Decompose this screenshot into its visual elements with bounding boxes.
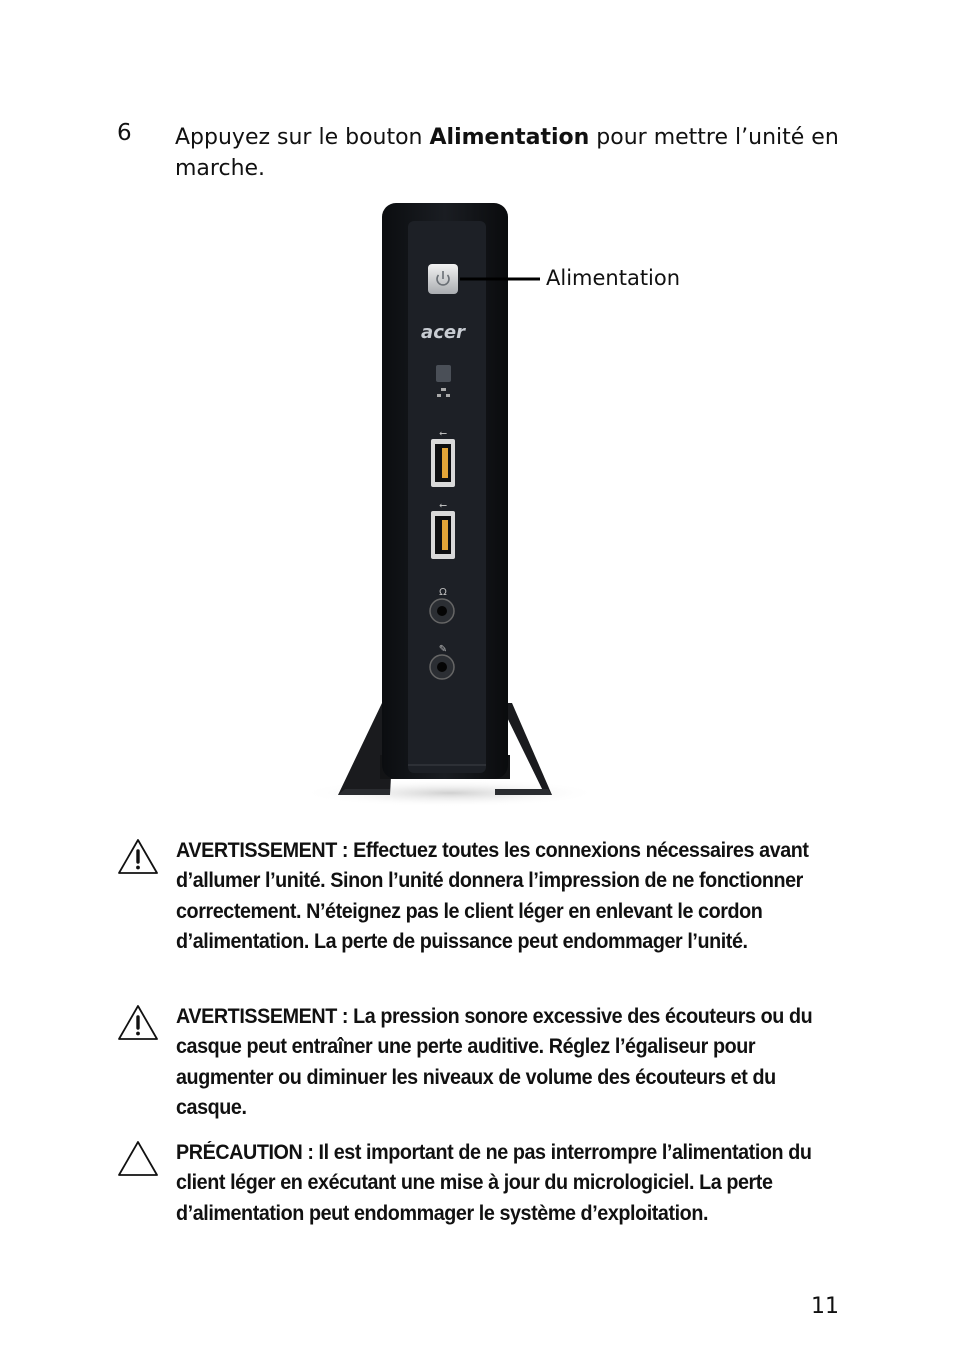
headphone-icon: Ω bbox=[439, 587, 447, 598]
warning-icon bbox=[117, 1004, 159, 1042]
step-text-bold: Alimentation bbox=[429, 125, 590, 150]
warning-text: AVERTISSEMENT : Effectuez toutes les connexions nécessaires avant d’allumer l’unité. Sinon l’unité donnera l’impression de ne fonctionner correctement. N’éteignez pas le client léger en enlevant le cordon d’alimentation. La perte de puissance peut endommager l’unité. bbox=[176, 839, 809, 954]
usb-icon: ⭠ bbox=[439, 428, 447, 439]
network-led bbox=[436, 365, 451, 382]
warning-text: AVERTISSEMENT : La pression sonore excessive des écouteurs ou du casque peut entraîner une perte auditive. Réglez l’égaliseur pour augmenter ou diminuer les niveaux de volume des écouteurs et du casque. bbox=[176, 1005, 813, 1120]
step-instruction bbox=[175, 122, 875, 184]
step-number: 6 bbox=[117, 120, 132, 146]
warning-icon bbox=[117, 838, 159, 876]
page-number: 11 bbox=[811, 1294, 839, 1319]
callout-label: Alimentation bbox=[546, 266, 681, 290]
brand-logo: acer bbox=[421, 322, 465, 343]
power-button[interactable] bbox=[428, 264, 458, 294]
caution-text: PRÉCAUTION : Il est important de ne pas interrompre l’alimentation du client léger en exécutant une mise à jour du micrologiciel. La perte d’alimentation peut endommager le système d’exploitation. bbox=[176, 1141, 812, 1225]
caution-icon bbox=[117, 1140, 159, 1178]
step-text-end: pour mettre l’unité en marche. bbox=[175, 125, 839, 181]
step-text-start: Appuyez sur le bouton bbox=[175, 125, 430, 150]
usb-icon: ⭠ bbox=[439, 500, 447, 511]
microphone-icon: ✎ bbox=[438, 644, 448, 655]
